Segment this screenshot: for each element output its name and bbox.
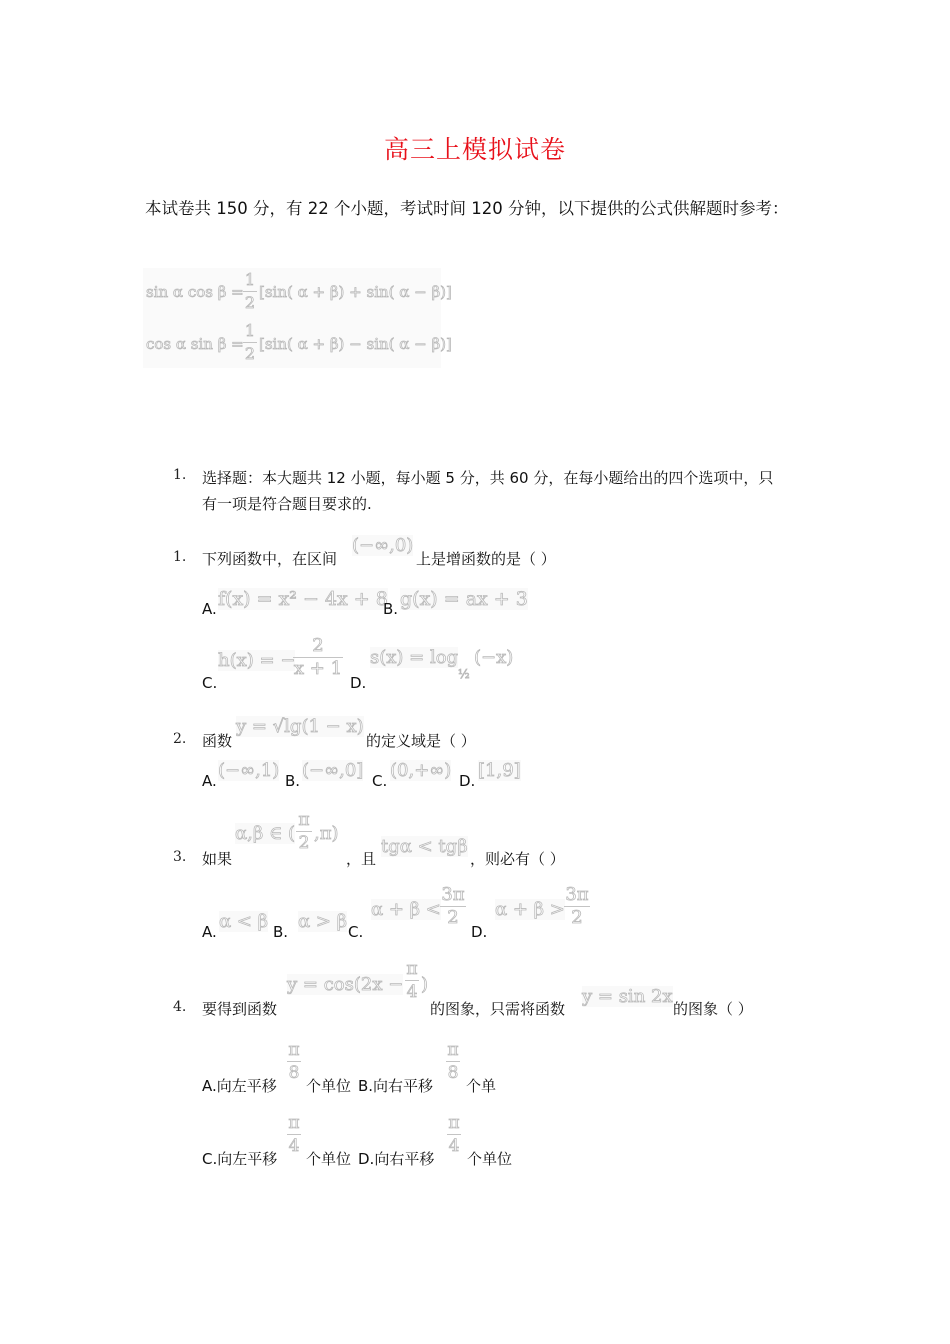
q4-option-b-fraction — [446, 1040, 460, 1083]
q1-option-d-argument: (−x) — [474, 647, 514, 668]
q4-stem-before: 要得到函数 — [202, 1000, 278, 1018]
q1-option-b-math: g(x) = ax + 3 — [400, 588, 528, 610]
q4-function-1-rhs: ) — [421, 974, 429, 995]
q1-option-b-label: B. — [383, 600, 399, 618]
q4-option-a-fraction — [287, 1040, 301, 1083]
page-title: 高三上模拟试卷 — [383, 135, 566, 164]
formula-1-fraction — [243, 270, 257, 313]
q1-option-d-label: D. — [350, 674, 367, 692]
q2-stem-after: 的定义域是（ ） — [366, 732, 476, 750]
formula-1-lhs: sin α cos β = — [146, 283, 244, 301]
q2-function: y = √lg(1 − x) — [236, 716, 364, 737]
q3-option-d-numerator: 3π — [565, 884, 589, 905]
section-instructions — [202, 465, 822, 517]
q4-option-c-denominator: 4 — [288, 1136, 300, 1156]
q3-number: 3. — [173, 849, 187, 865]
q3-option-a-label: A. — [202, 923, 217, 941]
q3-separator: ，且 — [346, 850, 377, 868]
q2-option-b-math: (−∞,0] — [302, 760, 364, 781]
q1-option-c-lhs: h(x) = − — [218, 650, 296, 671]
q4-number: 4. — [173, 999, 187, 1015]
q2-option-c-math: (0,+∞) — [390, 760, 452, 781]
q2-option-b-label: B. — [285, 772, 301, 790]
q3-option-c-fraction — [440, 885, 466, 928]
formula-2-denominator: 2 — [244, 344, 256, 363]
q4-function-1-numerator: π — [406, 959, 418, 979]
q4-option-d-fraction — [447, 1113, 461, 1156]
q4-option-a-numerator: π — [288, 1040, 300, 1060]
q3-option-b-math: α > β — [298, 911, 348, 932]
q3-condition-2: tgα < tgβ — [381, 836, 468, 857]
q4-option-c-numerator: π — [288, 1113, 300, 1133]
q2-option-a-math: (−∞,1) — [218, 760, 280, 781]
q4-function-2: y = sin 2x — [582, 986, 673, 1007]
formula-2-rhs: [sin( α + β) − sin( α − β)] — [259, 335, 452, 353]
q4-option-c-unit: 个单位 — [306, 1150, 352, 1168]
q2-option-a-label: A. — [202, 772, 217, 790]
q4-option-c-label: C.向左平移 — [202, 1150, 278, 1168]
q1-number: 1. — [173, 549, 187, 565]
q4-option-d-denominator: 4 — [448, 1136, 460, 1156]
q4-option-d-label: D.向右平移 — [358, 1150, 435, 1168]
q2-number: 2. — [173, 731, 187, 747]
intro-text: 本试卷共 150 分，有 22 个小题，考试时间 120 分钟，以下提供的公式供解题时参考： — [145, 199, 789, 218]
q4-function-1-fraction — [405, 959, 419, 1002]
q4-option-d-numerator: π — [448, 1113, 460, 1133]
q1-stem-before: 下列函数中，在区间 — [202, 550, 338, 568]
q1-option-d-subscript: ½ — [458, 667, 470, 681]
q3-option-c-lhs: α + β < — [371, 899, 441, 920]
q3-option-c-label: C. — [348, 923, 364, 941]
q3-condition-1-fraction — [296, 810, 312, 853]
q1-option-d-math: s(x) = log — [370, 647, 459, 668]
q3-condition-1-rhs: ,π) — [314, 823, 339, 844]
q3-option-c-denominator: 2 — [447, 907, 459, 928]
q2-option-c-label: C. — [372, 772, 388, 790]
q4-option-b-unit: 个单 — [466, 1077, 497, 1095]
formula-block — [143, 268, 452, 368]
q4-stem-middle: 的图象，只需将函数 — [430, 1000, 566, 1018]
q3-option-b-label: B. — [273, 923, 289, 941]
q3-option-c-numerator: 3π — [441, 884, 465, 905]
q1-option-a-label: A. — [202, 600, 217, 618]
q3-condition-1-denominator: 2 — [298, 833, 310, 853]
q2-option-d-label: D. — [459, 772, 476, 790]
q4-function-1-denominator: 4 — [406, 982, 418, 1002]
formula-1-denominator: 2 — [244, 293, 256, 312]
q4-function-1-lhs: y = cos(2x − — [287, 974, 404, 995]
q1-option-a-math: f(x) = x² − 4x + 8 — [218, 588, 388, 610]
q3-option-d-denominator: 2 — [571, 907, 583, 928]
q1-interval: (−∞,0) — [352, 535, 414, 556]
q3-option-d-label: D. — [471, 923, 488, 941]
q3-stem-before: 如果 — [202, 850, 233, 868]
q3-stem-after: ，则必有（ ） — [470, 850, 565, 868]
q3-option-d-fraction — [564, 885, 590, 928]
q3-option-a-math: α < β — [219, 911, 269, 932]
q3-condition-1-numerator: π — [298, 810, 310, 830]
q4-option-a-label: A.向左平移 — [202, 1077, 277, 1095]
q4-option-b-numerator: π — [447, 1040, 459, 1060]
q4-option-b-label: B.向右平移 — [358, 1077, 434, 1095]
q4-stem-after: 的图象（ ） — [673, 1000, 753, 1018]
q4-option-a-unit: 个单位 — [306, 1077, 352, 1095]
q1-stem-after: 上是增函数的是（ ） — [416, 550, 556, 568]
q4-option-d-unit: 个单位 — [467, 1150, 513, 1168]
q1-option-c-denominator: x + 1 — [293, 658, 343, 679]
section-instructions-line1: 选择题：本大题共 12 小题，每小题 5 分，共 60 分，在每小题给出的四个选项中，只 — [202, 469, 774, 487]
q1-option-c-numerator: 2 — [312, 635, 324, 656]
formula-2-lhs: cos α sin β = — [146, 335, 244, 353]
q1-option-c-label: C. — [202, 674, 218, 692]
q4-option-a-denominator: 8 — [288, 1063, 300, 1083]
q4-option-b-denominator: 8 — [447, 1063, 459, 1083]
q4-option-c-fraction — [287, 1113, 301, 1156]
q2-stem-before: 函数 — [202, 732, 233, 750]
q3-condition-1-lhs: α,β ∈ ( — [235, 823, 296, 844]
formula-2-numerator: 1 — [244, 321, 256, 340]
section-number: 1. — [173, 467, 187, 483]
formula-1-numerator: 1 — [244, 270, 256, 289]
formula-2-fraction — [243, 321, 257, 364]
section-instructions-line2: 有一项是符合题目要求的. — [202, 495, 372, 513]
formula-1-rhs: [sin( α + β) + sin( α − β)] — [259, 283, 452, 301]
q1-option-c-fraction — [293, 636, 343, 679]
q2-option-d-math: [1,9] — [478, 760, 521, 781]
q3-option-d-lhs: α + β > — [495, 899, 565, 920]
